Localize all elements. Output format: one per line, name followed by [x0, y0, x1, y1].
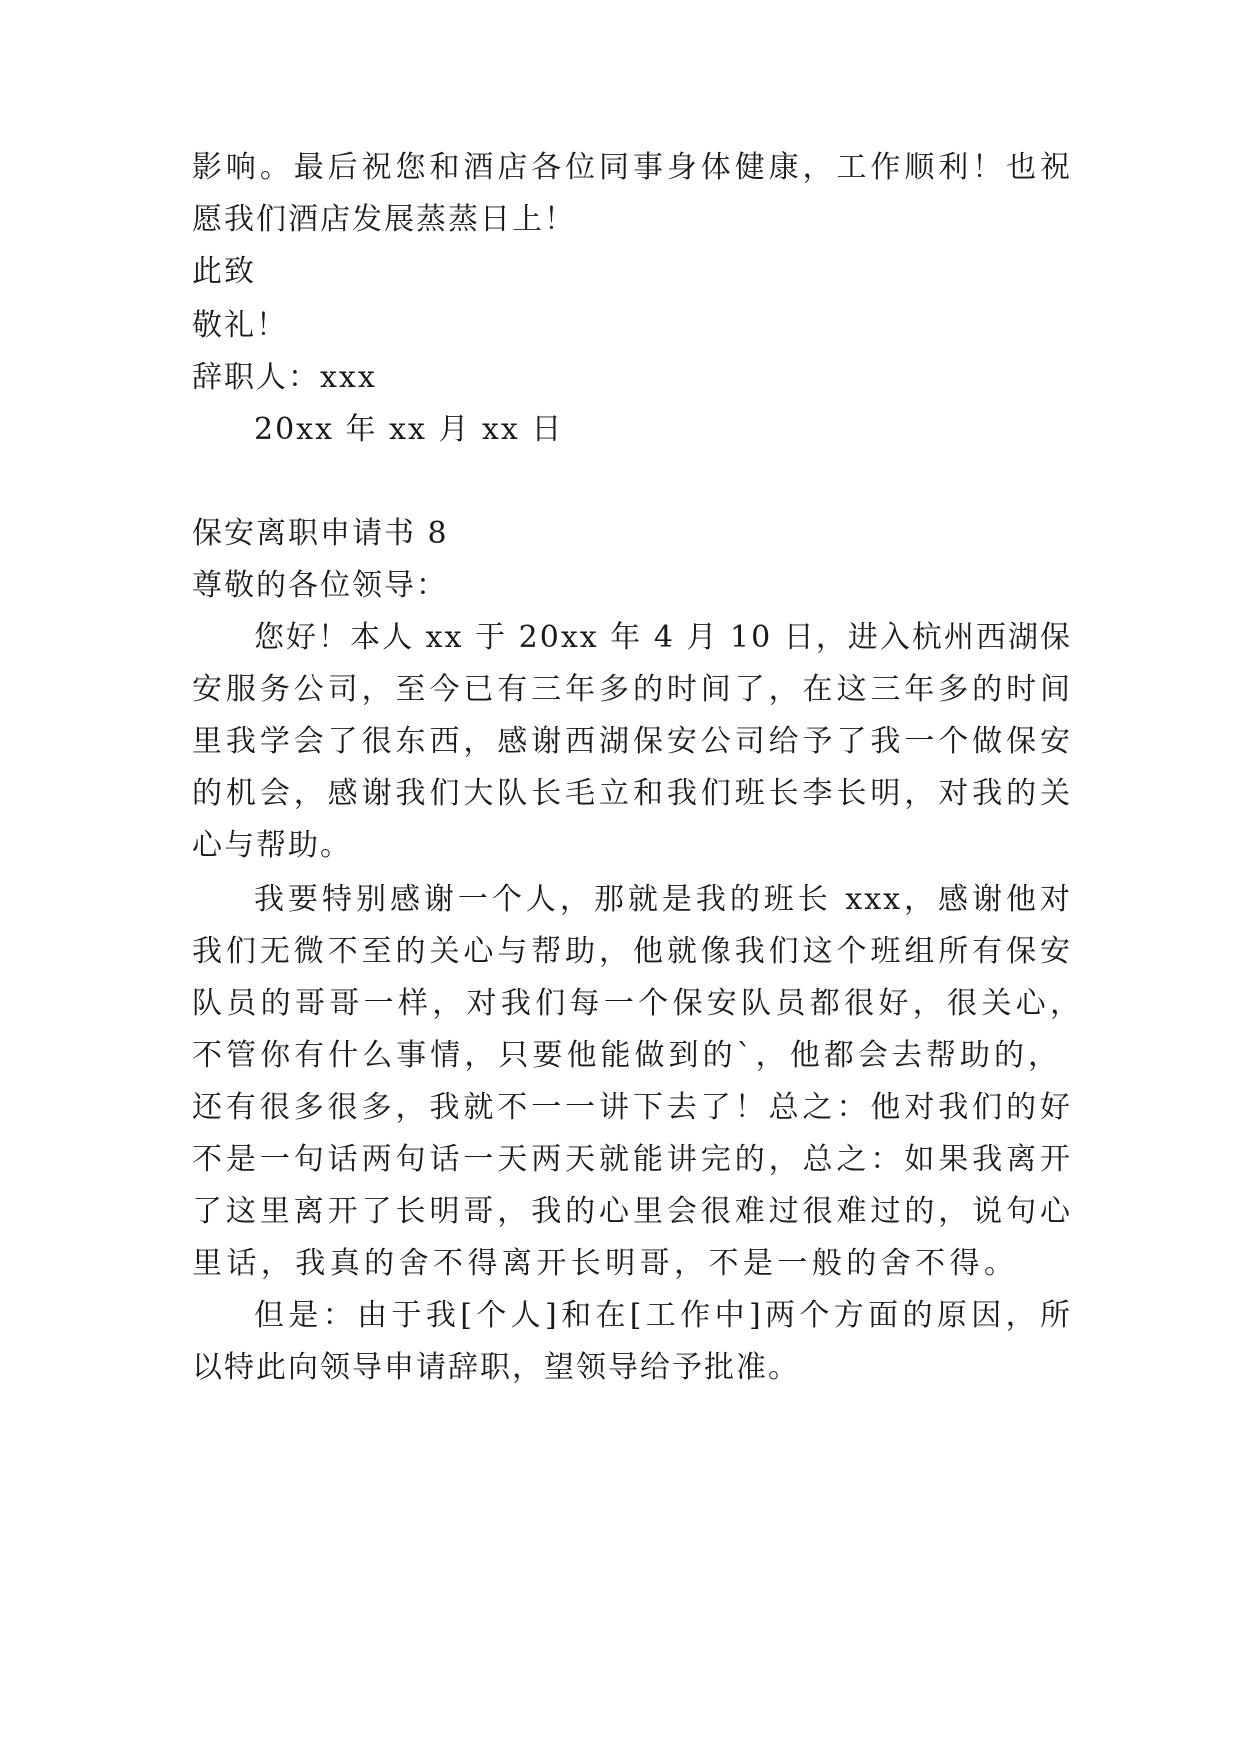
para1-line-1: 您好！本人 xx 于 20xx 年 4 月 10 日，进入杭州西湖保	[254, 620, 1072, 655]
salutation-jingli: 敬礼！	[192, 308, 288, 343]
para2-line-4: 不管你有什么事情，只要他能做到的`，他都会去帮助的，	[192, 1038, 1060, 1073]
para2-line-7: 了这里离开了长明哥，我的心里会很难过很难过的，说句心	[192, 1194, 1072, 1229]
signer-line: 辞职人：xxx	[192, 360, 377, 395]
para1-line-4: 的机会，感谢我们大队长毛立和我们班长李长明，对我的关	[192, 776, 1072, 811]
date-line: 20xx 年 xx 月 xx 日	[254, 412, 564, 447]
para2-line-5: 还有很多很多，我就不一一讲下去了！总之：他对我们的好	[192, 1090, 1072, 1125]
para2-line-2: 我们无微不至的关心与帮助，他就像我们这个班组所有保安	[192, 934, 1072, 969]
para2-line-1: 我要特别感谢一个人，那就是我的班长 xxx，感谢他对	[254, 882, 1072, 917]
letter-title: 保安离职申请书 8	[192, 516, 449, 551]
para2-line-3: 队员的哥哥一样，对我们每一个保安队员都很好，很关心，	[192, 986, 1082, 1021]
para3-line-1: 但是：由于我[个人]和在[工作中]两个方面的原因，所	[254, 1298, 1072, 1333]
salutation-zhizhi: 此致	[192, 254, 256, 289]
closing-line-1: 影响。最后祝您和酒店各位同事身体健康，工作顺利！也祝	[192, 150, 1072, 185]
para2-line-8: 里话，我真的舍不得离开长明哥，不是一般的舍不得。	[192, 1246, 1016, 1281]
letter-greeting: 尊敬的各位领导：	[192, 568, 448, 603]
closing-line-2: 愿我们酒店发展蒸蒸日上！	[192, 202, 576, 237]
para1-line-2: 安服务公司，至今已有三年多的时间了，在这三年多的时间	[192, 672, 1072, 707]
para2-line-6: 不是一句话两句话一天两天就能讲完的，总之：如果我离开	[192, 1142, 1072, 1177]
para3-line-2: 以特此向领导申请辞职，望领导给予批准。	[192, 1350, 800, 1385]
para1-line-3: 里我学会了很东西，感谢西湖保安公司给予了我一个做保安	[192, 724, 1072, 759]
para1-line-5: 心与帮助。	[192, 828, 352, 863]
